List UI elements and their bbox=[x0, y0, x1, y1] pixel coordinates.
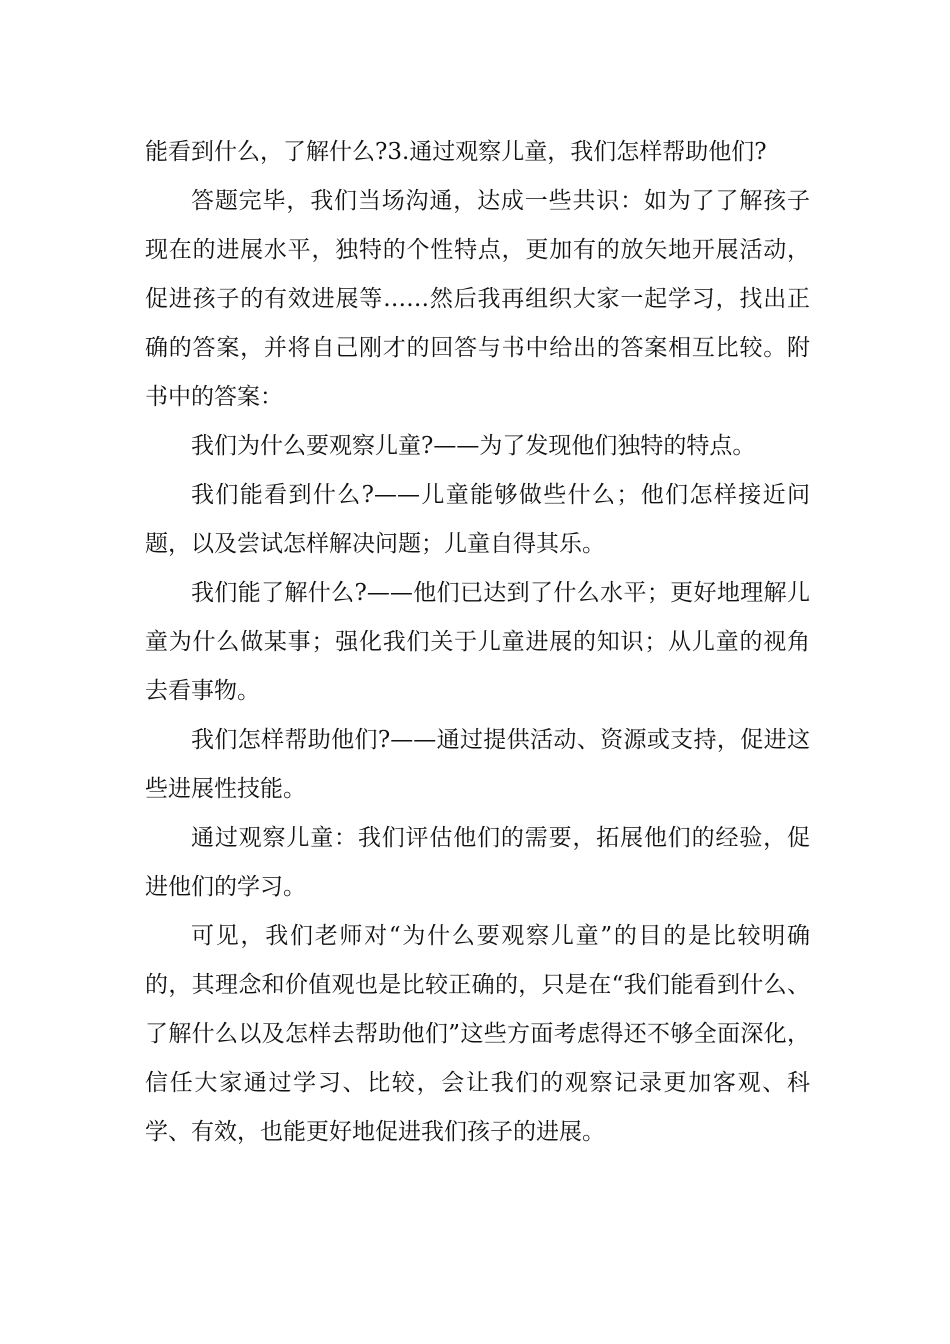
paragraph-6: 我们怎样帮助他们?——通过提供活动、资源或支持，促进这些进展性技能。 bbox=[145, 727, 810, 802]
paragraph-1: 能看到什么，了解什么?3.通过观察儿童，我们怎样帮助他们? bbox=[145, 139, 767, 165]
document-body bbox=[145, 128, 810, 1157]
paragraph-4: 我们能看到什么?——儿童能够做些什么；他们怎样接近问题，以及尝试怎样解决问题；儿童自得其乐。 bbox=[145, 482, 810, 557]
paragraph-3: 我们为什么要观察儿童?——为了发现他们独特的特点。 bbox=[191, 433, 756, 459]
paragraph-5: 我们能了解什么?——他们已达到了什么水平；更好地理解儿童为什么做某事；强化我们关于儿童进展的知识；从儿童的视角去看事物。 bbox=[145, 580, 810, 704]
paragraph-2: 答题完毕，我们当场沟通，达成一些共识：如为了了解孩子现在的进展水平，独特的个性特点，更加有的放矢地开展活动，促进孩子的有效进展等……然后我再组织大家一起学习，找出正确的答案，并将自己刚才的回答与书中给出的答案相互比较。附书中的答案： bbox=[145, 188, 810, 410]
paragraph-8: 可见，我们老师对“为什么要观察儿童”的目的是比较明确的，其理念和价值观也是比较正确的，只是在“我们能看到什么、了解什么以及怎样去帮助他们”这些方面考虑得还不够全面深化，信任大家通过学习、比较，会让我们的观察记录更加客观、科学、有效，也能更好地促进我们孩子的进展。 bbox=[145, 923, 810, 1145]
paragraph-7: 通过观察儿童：我们评估他们的需要，拓展他们的经验，促进他们的学习。 bbox=[145, 825, 810, 900]
